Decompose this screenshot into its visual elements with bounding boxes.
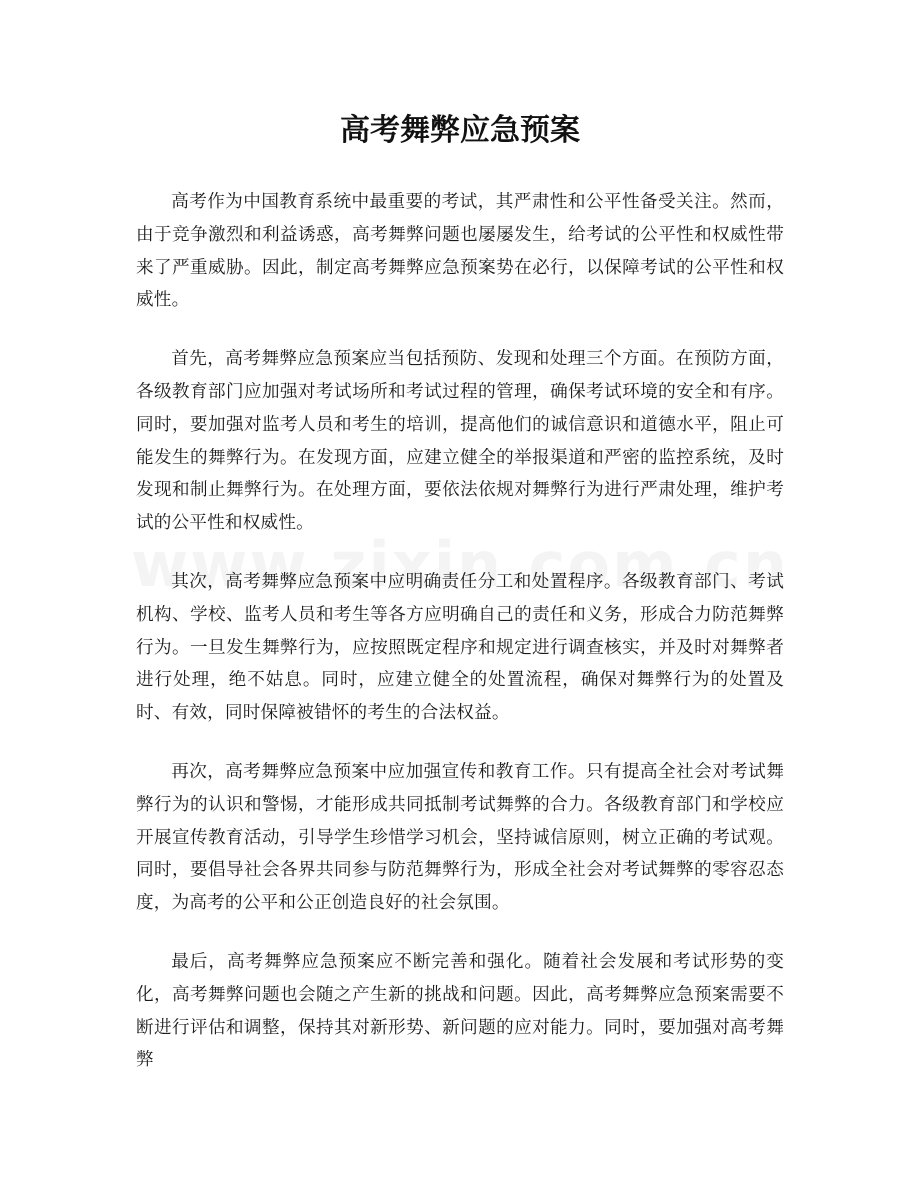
- document-title: 高考舞弊应急预案: [340, 113, 580, 148]
- document-body: [136, 186, 784, 1103]
- paragraph-first: 首先，高考舞弊应急预案应当包括预防、发现和处理三个方面。在预防方面，各级教育部门应加强对考试场所和考试过程的管理，确保考试环境的安全和有序。同时，要加强对监考人员和考生的培训，提高他们的诚信意识和道德水平，阻止可能发生的舞弊行为。在发现方面，应建立健全的举报渠道和严密的监控系统，及时发现和制止舞弊行为。在处理方面，要依法依规对舞弊行为进行严肃处理，维护考试的公平性和权威性。: [136, 349, 784, 534]
- paragraph-last: 最后，高考舞弊应急预案应不断完善和强化。随着社会发展和考试形势的变化，高考舞弊问题也会随之产生新的挑战和问题。因此，高考舞弊应急预案需要不断进行评估和调整，保持其对新形势、新问题的应对能力。同时，要加强对高考舞弊: [136, 951, 784, 1071]
- paragraph-intro: 高考作为中国教育系统中最重要的考试，其严肃性和公平性备受关注。然而，由于竞争激烈和利益诱惑，高考舞弊问题也屡屡发生，给考试的公平性和权威性带来了严重威胁。因此，制定高考舞弊应急预案势在必行，以保障考试的公平性和权威性。: [136, 192, 784, 311]
- paragraph-second: 其次，高考舞弊应急预案中应明确责任分工和处置程序。各级教育部门、考试机构、学校、监考人员和考生等各方应明确自己的责任和义务，形成合力防范舞弊行为。一旦发生舞弊行为，应按照既定程序和规定进行调查核实，并及时对舞弊者进行处理，绝不姑息。同时，应建立健全的处置流程，确保对舞弊行为的处置及时、有效，同时保障被错怀的考生的合法权益。: [136, 571, 784, 724]
- paragraph-third: 再次，高考舞弊应急预案中应加强宣传和教育工作。只有提高全社会对考试舞弊行为的认识和警惕，才能形成共同抵制考试舞弊的合力。各级教育部门和学校应开展宣传教育活动，引导学生珍惜学习机会，坚持诚信原则，树立正确的考试观。同时，要倡导社会各界共同参与防范舞弊行为，形成全社会对考试舞弊的零容忍态度，为高考的公平和公正创造良好的社会氛围。: [136, 761, 784, 914]
